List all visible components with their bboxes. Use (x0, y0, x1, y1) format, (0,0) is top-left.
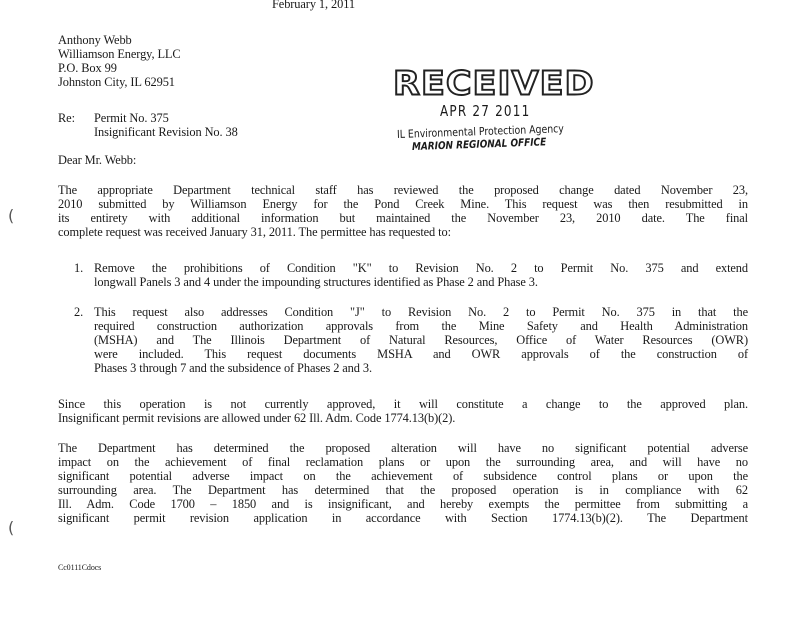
para2-line: Since this operation is not currently approved, it will constitute a change to the approved plan. (58, 397, 748, 411)
item2-line: Phases 3 through 7 and the subsidence of Phases 2 and 3. (94, 361, 372, 375)
para3-line: Ill. Adm. Code 1700 – 1850 and is insignificant, and hereby exempts the permittee from submitting a (58, 497, 748, 511)
letter-date: February 1, 2011 (272, 0, 355, 11)
item2-line: required construction authorization approvals from the Mine Safety and Health Administration (94, 319, 748, 333)
re-permit-number: Permit No. 375 (94, 111, 169, 125)
stamp-office: MARION REGIONAL OFFICE (411, 136, 547, 153)
stamp-agency: IL Environmental Protection Agency (396, 122, 565, 141)
stamp-received-word: RECEIVED (393, 65, 595, 103)
para1-line: 2010 submitted by Williamson Energy for the Pond Creek Mine. This request was then resubmitted in (58, 197, 748, 211)
item1-line: longwall Panels 3 and 4 under the impounding structures identified as Phase 2 and Phase 3. (94, 275, 538, 289)
para1-line: The appropriate Department technical staff has reviewed the proposed change dated November 23, (58, 183, 748, 197)
recipient-po-box: P.O. Box 99 (58, 61, 117, 75)
item-number: 1. (74, 261, 84, 275)
para3-line: significant potential adverse impact on the achievement of subsidence control plans or upon the (58, 469, 748, 483)
para3-line: significant permit revision application in accordance with Section 1774.13(b)(2). The Department (58, 511, 748, 525)
item2-line: were included. This request documents MSHA and OWR approvals of the construction of (94, 347, 748, 361)
binder-hole-mark: ( (8, 518, 15, 537)
item2-line: (MSHA) and The Illinois Department of Natural Resources, Office of Water Resources (OWR) (94, 333, 748, 347)
para1-line: complete request was received January 31, 2011. The permittee has requested to: (58, 225, 451, 239)
para2-line: Insignificant permit revisions are allowed under 62 Ill. Adm. Code 1774.13(b)(2). (58, 411, 456, 425)
para3-line: surrounding area. The Department has determined that the proposed operation is in compliance with 62 (58, 483, 748, 497)
para3-line: The Department has determined the proposed alteration will have no significant potential adverse (58, 441, 748, 455)
recipient-name: Anthony Webb (58, 33, 132, 47)
salutation: Dear Mr. Webb: (58, 153, 137, 167)
item-number: 2. (74, 305, 84, 319)
stamp-date: APR 27 2011 (440, 102, 531, 120)
item2-line: This request also addresses Condition "J" to Revision No. 2 to Permit No. 375 in that the (94, 305, 748, 319)
para3-line: impact on the achievement of final reclamation plans or upon the surrounding area, and will have no (58, 455, 748, 469)
recipient-company: Williamson Energy, LLC (58, 47, 181, 61)
re-revision-number: Insignificant Revision No. 38 (94, 125, 238, 139)
footer-code: Cc0111Cdocs (58, 563, 102, 572)
para1-line: its entirety with additional information but maintained the November 23, 2010 date. The final (58, 211, 748, 225)
re-label: Re: (58, 111, 75, 125)
item1-line: Remove the prohibitions of Condition "K" to Revision No. 2 to Permit No. 375 and extend (94, 261, 748, 275)
binder-hole-mark: ( (8, 206, 15, 225)
recipient-city: Johnston City, IL 62951 (58, 75, 175, 89)
